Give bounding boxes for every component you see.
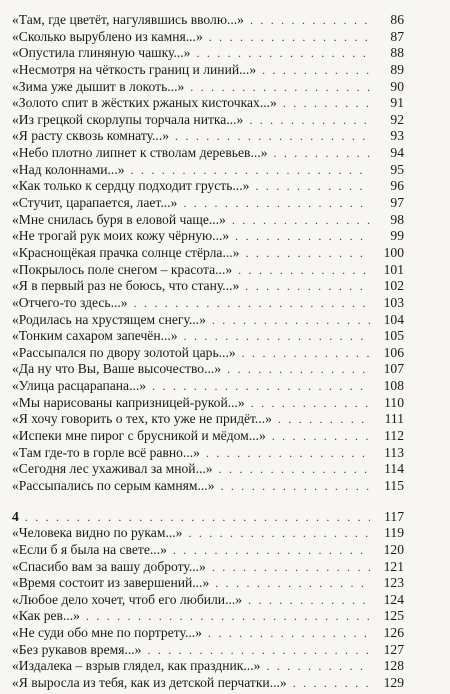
- entry-title: «Зима уже дышит в локоть...»: [12, 78, 185, 94]
- entry-page-number: 120: [383, 541, 404, 557]
- entry-title: «Человека видно по рукам...»: [12, 525, 183, 541]
- entry-page-number: 94: [390, 145, 404, 161]
- dot-leader: [215, 575, 370, 592]
- entry-page-number: 106: [383, 344, 404, 360]
- dot-leader: [266, 658, 370, 675]
- toc-entry[interactable]: [12, 461, 404, 478]
- dot-leader: [183, 195, 370, 212]
- toc-list-part1: [12, 12, 404, 495]
- dot-leader: [208, 625, 370, 642]
- entry-page-number: 87: [390, 28, 404, 44]
- dot-leader: [131, 162, 370, 179]
- entry-title: «Несмотря на чёткость границ и линий...»: [12, 61, 257, 77]
- entry-title: «Родилась на хрустящем снегу...»: [12, 311, 206, 327]
- entry-title: «Я в первый раз не боюсь, что стану...»: [12, 278, 240, 294]
- toc-entry[interactable]: [12, 559, 404, 576]
- dot-leader: [273, 145, 370, 162]
- entry-title: «Без рукавов время...»: [12, 641, 142, 657]
- entry-title: «Как рев...»: [12, 608, 80, 624]
- toc-entry[interactable]: [12, 128, 404, 145]
- dot-leader: [248, 592, 370, 609]
- entry-page-number: 100: [383, 244, 404, 260]
- toc-entry[interactable]: [12, 428, 404, 445]
- entry-title: «Там где-то в горле всё равно...»: [12, 444, 200, 460]
- toc-entry[interactable]: [12, 608, 404, 625]
- entry-page-number: 112: [384, 428, 404, 444]
- entry-title: «Издалека – взрыв глядел, как праздник...»: [12, 658, 261, 674]
- toc-entry[interactable]: [12, 411, 404, 428]
- dot-leader: [242, 345, 370, 362]
- entry-page-number: 125: [383, 608, 404, 624]
- entry-page-number: 103: [383, 294, 404, 310]
- toc-entry[interactable]: [12, 12, 404, 29]
- entry-title: «Тонким сахаром запечён...»: [12, 328, 178, 344]
- entry-title: «Опустила глиняную чашку...»: [12, 45, 191, 61]
- toc-entry[interactable]: [12, 312, 404, 329]
- section-heading-row[interactable]: [12, 509, 404, 526]
- dot-leader: [278, 411, 370, 428]
- toc-entry[interactable]: [12, 658, 404, 675]
- entry-title: «Над колоннами...»: [12, 161, 125, 177]
- entry-page-number: 107: [383, 361, 404, 377]
- dot-leader: [235, 228, 370, 245]
- toc-entry[interactable]: [12, 278, 404, 295]
- dot-leader: [245, 278, 370, 295]
- dot-leader: [209, 29, 370, 46]
- dot-leader: [196, 45, 370, 62]
- toc-entry[interactable]: [12, 29, 404, 46]
- entry-page-number: 105: [383, 328, 404, 344]
- dot-leader: [238, 262, 370, 279]
- entry-title: «Как только к сердцу подходит грусть...»: [12, 178, 250, 194]
- toc-entry[interactable]: [12, 675, 404, 692]
- entry-title: «Там, где цветёт, нагулявшись вволю...»: [12, 12, 244, 27]
- entry-title: «Не суди обо мне по портрету...»: [12, 625, 202, 641]
- entry-page-number: 108: [383, 378, 404, 394]
- toc-entry[interactable]: [12, 525, 404, 542]
- entry-title: «Покрылось поле снегом – красота...»: [12, 261, 233, 277]
- entry-title: «Небо плотно липнет к стволам деревьев...»: [12, 145, 268, 161]
- entry-page-number: 124: [383, 591, 404, 607]
- dot-leader: [206, 445, 370, 462]
- entry-page-number: 102: [383, 278, 404, 294]
- section-gap: [12, 495, 404, 509]
- entry-title: «Краснощёкая прачка солнце стёрла...»: [12, 244, 240, 260]
- entry-page-number: 126: [383, 625, 404, 641]
- entry-title: «Мы нарисованы капризницей-рукой...»: [12, 394, 245, 410]
- toc-entry[interactable]: [12, 361, 404, 378]
- toc-entry[interactable]: [12, 395, 404, 412]
- entry-title: «Время состоит из завершений...»: [12, 575, 210, 591]
- entry-page-number: 91: [390, 95, 404, 111]
- toc-entry[interactable]: [12, 542, 404, 559]
- toc-entry[interactable]: [12, 95, 404, 112]
- dot-leader: [221, 478, 371, 495]
- toc-entry[interactable]: [12, 228, 404, 245]
- dot-leader: [232, 212, 370, 229]
- dot-leader: [173, 542, 370, 559]
- dot-leader: [272, 428, 370, 445]
- entry-page-number: 121: [383, 558, 404, 574]
- entry-page-number: 127: [383, 641, 404, 657]
- entry-title: «Я выросла из тебя, как из детской перчатки...»: [12, 674, 287, 690]
- entry-page-number: 95: [390, 161, 404, 177]
- entry-title: «Я хочу говорить о тех, кто уже не придёт...»: [12, 411, 272, 427]
- entry-page-number: 110: [384, 394, 404, 410]
- dot-leader: [219, 461, 370, 478]
- toc-entry[interactable]: [12, 642, 404, 659]
- dot-leader: [147, 642, 370, 659]
- entry-page-number: 119: [384, 525, 404, 541]
- toc-entry[interactable]: [12, 112, 404, 129]
- dot-leader: [293, 675, 370, 692]
- entry-title: «Сколько вырублено из камня...»: [12, 28, 203, 44]
- dot-leader: [251, 395, 370, 412]
- toc-entry[interactable]: [12, 592, 404, 609]
- entry-title: «Улица расцарапана...»: [12, 378, 147, 394]
- entry-page-number: 86: [390, 12, 404, 27]
- toc-entry[interactable]: [12, 212, 404, 229]
- dot-leader: [250, 12, 370, 29]
- dot-leader: [262, 62, 370, 79]
- entry-page-number: 93: [390, 128, 404, 144]
- entry-page-number: 114: [384, 461, 404, 477]
- entry-page-number: 111: [384, 411, 404, 427]
- entry-title: «Спасибо вам за вашу доброту...»: [12, 558, 206, 574]
- toc-list-part2: [12, 525, 404, 691]
- dot-leader: [227, 361, 370, 378]
- entry-page-number: 123: [383, 575, 404, 591]
- dot-leader: [283, 95, 370, 112]
- entry-page-number: 104: [383, 311, 404, 327]
- toc-entry[interactable]: [12, 79, 404, 96]
- entry-page-number: 97: [390, 195, 404, 211]
- entry-page-number: 128: [383, 658, 404, 674]
- toc-entry[interactable]: [12, 262, 404, 279]
- entry-page-number: 89: [390, 61, 404, 77]
- entry-title: «Мне снилась буря в еловой чаще...»: [12, 211, 226, 227]
- entry-title: «Я расту сквозь комнату...»: [12, 128, 170, 144]
- toc-entry[interactable]: [12, 328, 404, 345]
- toc-entry[interactable]: [12, 378, 404, 395]
- toc-entry[interactable]: [12, 195, 404, 212]
- dot-leader: [86, 608, 370, 625]
- dot-leader: [249, 112, 370, 129]
- toc-entry[interactable]: [12, 178, 404, 195]
- toc-entry[interactable]: [12, 245, 404, 262]
- entry-title: «Стучит, царапается, лает...»: [12, 195, 178, 211]
- dot-leader: [175, 128, 370, 145]
- entry-title: «Если б я была на свете...»: [12, 541, 167, 557]
- section-page-number: 117: [384, 508, 404, 524]
- entry-page-number: 90: [390, 78, 404, 94]
- entry-page-number: 96: [390, 178, 404, 194]
- entry-title: «Любое дело хочет, чтоб его любили...»: [12, 591, 243, 607]
- entry-title: «Сегодня лес ухаживал за мной...»: [12, 461, 213, 477]
- entry-page-number: 101: [383, 261, 404, 277]
- toc-entry[interactable]: [12, 345, 404, 362]
- entry-title: «Да ну что Вы, Ваше высочество...»: [12, 361, 222, 377]
- table-of-contents: [12, 12, 404, 692]
- toc-entry[interactable]: [12, 295, 404, 312]
- entry-page-number: 92: [390, 111, 404, 127]
- dot-leader: [255, 178, 370, 195]
- dot-leader: [152, 378, 370, 395]
- dot-leader: [212, 312, 370, 329]
- dot-leader: [184, 328, 370, 345]
- toc-entry[interactable]: [12, 145, 404, 162]
- entry-title: «Испеки мне пирог с брусникой и мёдом...»: [12, 428, 266, 444]
- entry-page-number: 129: [383, 674, 404, 690]
- entry-title: «Не трогай рук моих кожу чёрную...»: [12, 228, 230, 244]
- dot-leader: [190, 79, 370, 96]
- dot-leader: [245, 245, 370, 262]
- entry-title: «Отчего-то здесь...»: [12, 294, 128, 310]
- toc-entry[interactable]: [12, 445, 404, 462]
- entry-title: «Из грецкой скорлупы торчала нитка...»: [12, 111, 244, 127]
- toc-entry[interactable]: [12, 625, 404, 642]
- entry-page-number: 115: [384, 477, 404, 493]
- toc-entry[interactable]: [12, 62, 404, 79]
- toc-entry[interactable]: [12, 575, 404, 592]
- entry-page-number: 88: [390, 45, 404, 61]
- toc-entry[interactable]: [12, 45, 404, 62]
- dot-leader: [134, 295, 370, 312]
- entry-title: «Рассыпались по серым камням...»: [12, 477, 215, 493]
- dot-leader: [188, 525, 370, 542]
- entry-title: «Золото спит в жёстких ржаных кисточках...»: [12, 95, 277, 111]
- dot-leader: [212, 559, 370, 576]
- toc-entry[interactable]: [12, 162, 404, 179]
- entry-title: «Рассыпался по двору золотой царь...»: [12, 344, 236, 360]
- section-title: 4: [12, 508, 19, 524]
- dot-leader: [25, 509, 370, 526]
- entry-page-number: 113: [384, 444, 404, 460]
- toc-entry[interactable]: [12, 478, 404, 495]
- entry-page-number: 99: [390, 228, 404, 244]
- entry-page-number: 98: [390, 211, 404, 227]
